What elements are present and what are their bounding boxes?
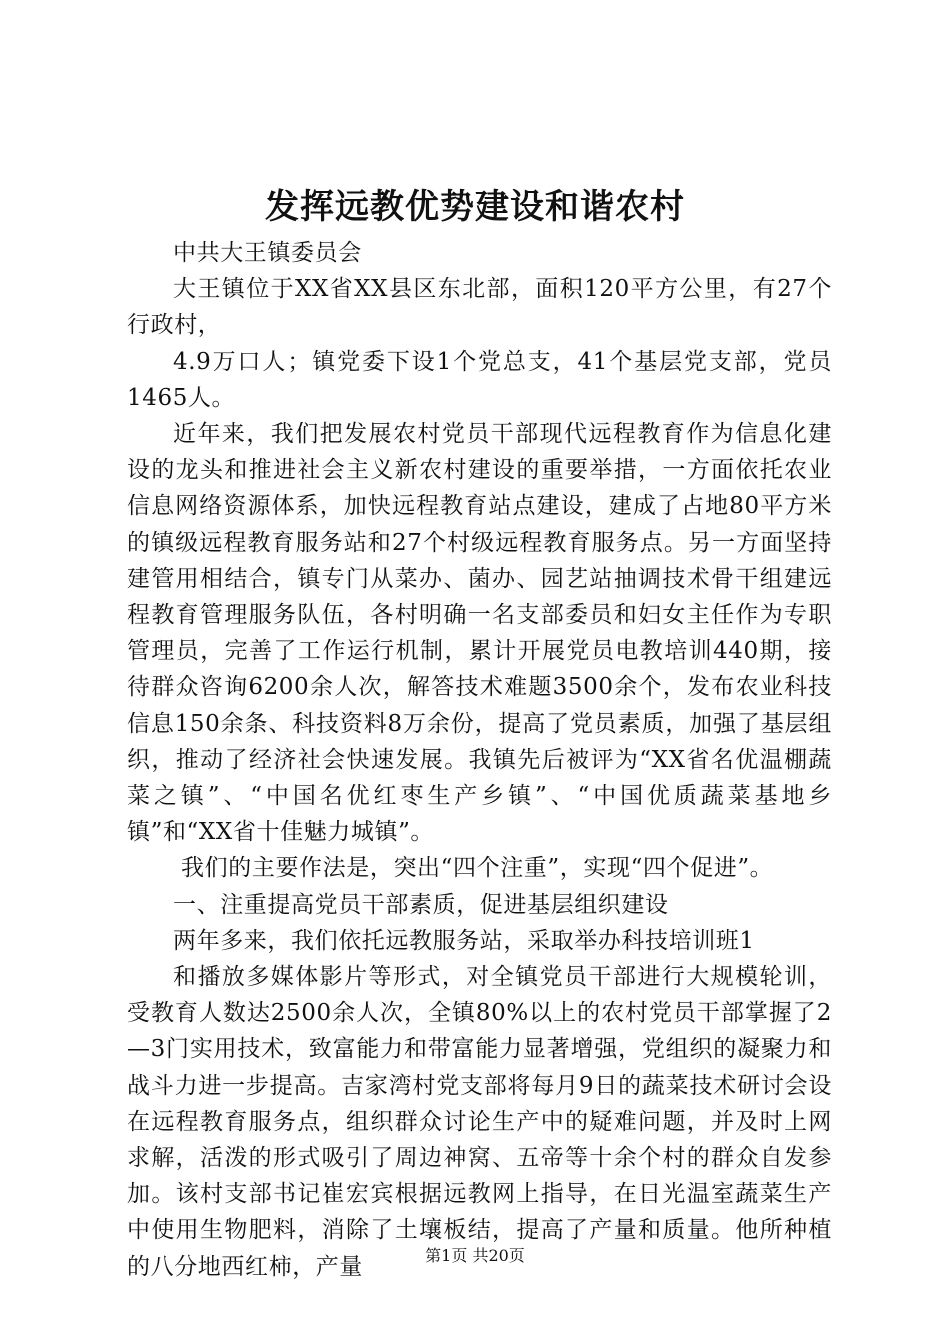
document-body (127, 235, 832, 1285)
page-number-footer: 第1页 共20页 (425, 1246, 525, 1265)
paragraph: 4.9万口人；镇党委下设1个党总支，41个基层党支部，党员1465人。 (127, 348, 832, 411)
paragraph: 和播放多媒体影片等形式，对全镇党员干部进行大规模轮训，受教育人数达2500余人次，全镇80%以上的农村党员干部掌握了2—3门实用技术，致富能力和带富能力显著增强，党组织的凝聚力和战斗力进一步提高。吉家湾村党支部将每月9日的蔬菜技术研讨会设在远程教育服务点，组织群众讨论生产中的疑难问题，并及时上网求解，活泼的形式吸引了周边神窝、五帝等十余个村的群众自发参加。该村支部书记崔宏宾根据远教网上指导，在日光温室蔬菜生产中使用生物肥料，消除了土壤板结，提高了产量和质量。他所种植的八分地西红柿，产量 (127, 964, 832, 1280)
section-heading: 一、注重提高党员干部素质，促进基层组织建设 (173, 891, 669, 918)
paragraph: 近年来，我们把发展农村党员干部现代远程教育作为信息化建设的龙头和推进社会主义新农村建设的重要举措，一方面依托农业信息网络资源体系，加快远程教育站点建设，建成了占地80平方米的镇级远程教育服务站和27个村级远程教育服务点。另一方面坚持建管用相结合，镇专门从菜办、菌办、园艺站抽调技术骨干组建远程教育管理服务队伍，各村明确一名支部委员和妇女主任作为专职管理员，完善了工作运行机制，累计开展党员电教培训440期，接待群众咨询6200余人次，解答技术难题3500余个，发布农业科技信息150余条、科技资料8万余份，提高了党员素质，加强了基层组织，推动了经济社会快速发展。我镇先后被评为“XX省名优温棚蔬菜之镇”、“中国名优红枣生产乡镇”、“中国优质蔬菜基地乡镇”和“XX省十佳魅力城镇”。 (127, 421, 832, 846)
paragraph: 两年多来，我们依托远教服务站，采取举办科技培训班1 (173, 927, 755, 954)
author-line: 中共大王镇委员会 (173, 240, 362, 266)
document-title: 发挥远教优势建设和谐农村 (265, 187, 685, 227)
paragraph: 我们的主要作法是，突出“四个注重”，实现“四个促进”。 (181, 855, 774, 882)
paragraph: 大王镇位于XX省XX县区东北部，面积120平方公里，有27个行政村， (127, 276, 832, 339)
